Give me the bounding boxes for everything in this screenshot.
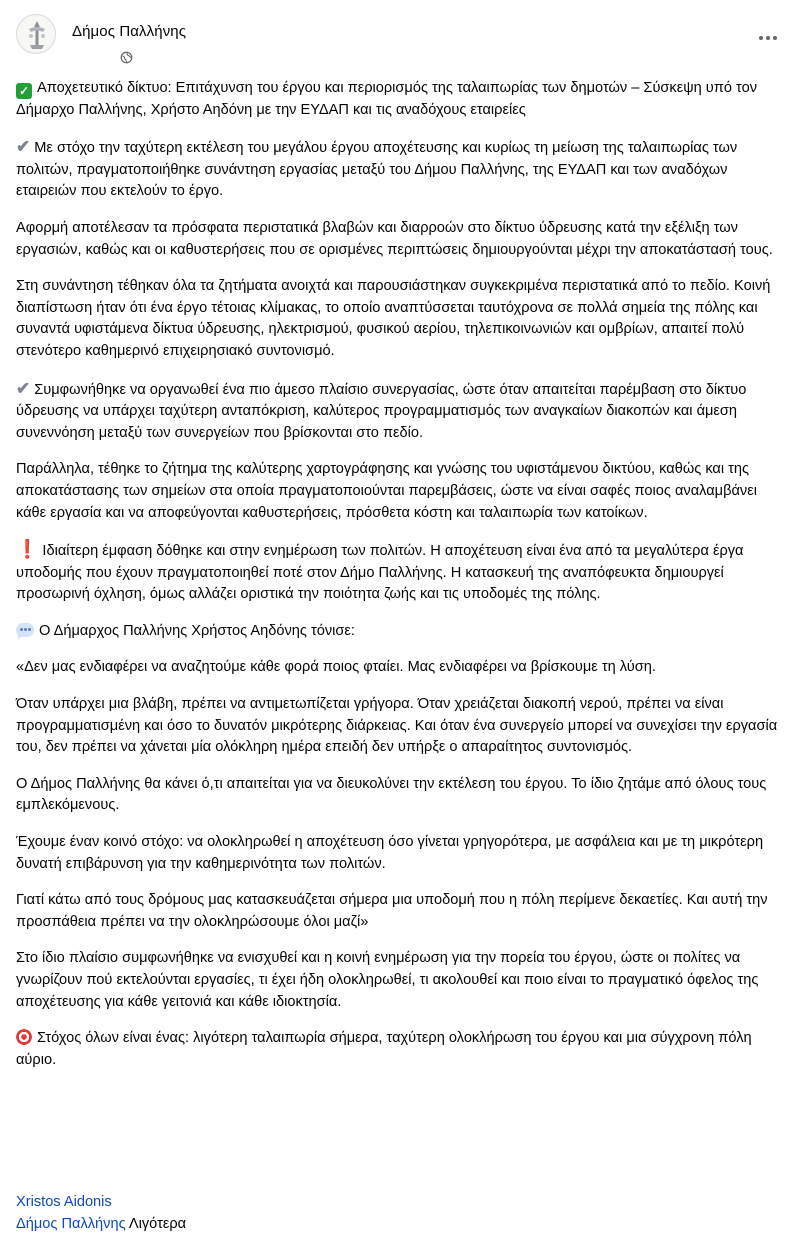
- paragraph: [16, 890, 788, 933]
- paragraph: [16, 459, 788, 524]
- paragraph-text: Αποχετευτικό δίκτυο: Επιτάχυνση του έργου και περιορισμός της ταλαιπωρίας των δημοτών – Σύσκεψη υπό τον Δήμαρχο Παλλήνης, Χρήστο Αηδόνη με την ΕΥΔΑΠ και τις αναδόχους εταιρείες: [16, 80, 758, 118]
- tag-row: [16, 1214, 186, 1236]
- paragraph: [16, 78, 788, 121]
- target-icon: [16, 1029, 32, 1045]
- avatar[interactable]: [16, 14, 56, 54]
- paragraph-text: Έχουμε έναν κοινό στόχο: να ολοκληρωθεί η αποχέτευση όσο γίνεται γρηγορότερα, με ασφάλεια και με τη μικρότερη δυνατή επιβάρυνση για την καθημερινότητα των πολιτών.: [16, 834, 764, 872]
- post-header: [16, 14, 784, 64]
- paragraph: [16, 218, 788, 261]
- paragraph: [16, 694, 788, 759]
- paragraph: [16, 136, 788, 203]
- paragraph-text: Στη συνάντηση τέθηκαν όλα τα ζητήματα ανοιχτά και παρουσιάστηκαν συγκεκριμένα περιστατικά από το πεδίο. Κοινή διαπίστωση ήταν ότι ένα έργο τέτοιας κλίμακας, το οποίο αναπτύσσεται ταυτόχρονα σε πολλά σημεία της πόλης και συναντά υφιστάμενα δίκτυα ύδρευσης, ηλεκτρισμού, φυσικού αερίου, τηλεπικοινωνιών και ομβρίων, απαιτεί πολύ στενότερο καθημερινό επιχειρησιακό συντονισμό.: [16, 278, 771, 359]
- paragraph: [16, 657, 788, 679]
- paragraph-text: Όταν υπάρχει μια βλάβη, πρέπει να αντιμετωπίζεται γρήγορα. Όταν χρειάζεται διακοπή νερού, πρέπει να είναι προγραμματισμένη και όσο το δυνατόν μικρότερης διάρκειας. Και όταν ένα συνεργείο μπορεί να συνεχίσει την εργασία του, δεν πρέπει να χάνεται μία ολόκληρη ημέρα επειδή δεν υπήρξε ο απαραίτητος συντονισμός.: [16, 696, 778, 756]
- municipality-emblem-icon: [17, 15, 56, 54]
- paragraph-text: Στο ίδιο πλαίσιο συμφωνήθηκε να ενισχυθεί και η κοινή ενημέρωση για την πορεία του έργου, ώστε οι πολίτες να γνωρίζουν πού εκτελούνται εργασίες, τι έχει ήδη ολοκληρωθεί, τι ακολουθεί και ποιο είναι το πραγματικό όφελος της αποχέτευσης για κάθε γειτονιά και κάθε ιδιοκτησία.: [16, 950, 759, 1010]
- paragraph-text: Γιατί κάτω από τους δρόμους μας κατασκευάζεται σήμερα μια υποδομή που η πόλη περίμενε δεκαετίες. Και αυτή την προσπάθεια πρέπει να την ολοκληρώσουμε όλοι μαζί»: [16, 892, 768, 930]
- post-body: [16, 78, 788, 1086]
- paragraph: [16, 621, 788, 643]
- paragraph: [16, 276, 788, 362]
- more-dot: [773, 36, 777, 40]
- more-dot: [759, 36, 763, 40]
- paragraph-text: Συμφωνήθηκε να οργανωθεί ένα πιο άμεσο πλαίσιο συνεργασίας, ώστε όταν απαιτείται παρέμβαση στο δίκτυο ύδρευσης να υπάρχει ταχύτερη ανταπόκριση, καλύτερος προγραμματισμός των αναγκαίων διακοπών και άμεση συνεννόηση μεταξύ των συνεργείων που βρίσκονται στο πεδίο.: [16, 381, 747, 441]
- paragraph-text: Παράλληλα, τέθηκε το ζήτημα της καλύτερης χαρτογράφησης και γνώσης του υφιστάμενου δικτύου, καθώς και της αποκατάστασης των σημείων στα οποία πραγματοποιούνται παρεμβάσεις, ώστε να είναι σαφές ποιος αναλαμβάνει κάθε εργασία και να αποφεύγονται καθυστερήσεις, πρόσθετα κόστη και ταλαιπωρία των κατοίκων.: [16, 461, 757, 521]
- page-name-link[interactable]: Δήμος Παλλήνης: [72, 23, 187, 40]
- paragraph: [16, 539, 788, 606]
- paragraph-text: «Δεν μας ενδιαφέρει να αναζητούμε κάθε φορά ποιος φταίει. Μας ενδιαφέρει να βρίσκουμε τη λύση.: [16, 659, 656, 676]
- heavy-check-icon: ✔: [16, 378, 31, 398]
- paragraph: [16, 948, 788, 1013]
- paragraph-text: Ο Δήμαρχος Παλλήνης Χρήστος Αηδόνης τόνισε:: [39, 622, 355, 639]
- paragraph-text: Ιδιαίτερη έμφαση δόθηκε και στην ενημέρωση των πολιτών. Η αποχέτευση είναι ένα από τα μεγαλύτερα έργα υποδομής που έχουν πραγματοποιηθεί ποτέ στον Δήμο Παλλήνης. Η κατασκευή της αναπόφευκτα δημιουργεί προσωρινή όχληση, όμως αλλάζει οριστικά την ποιότητα ζωής και τις υποδομές της πόλης.: [16, 543, 744, 603]
- check-box-icon: ✓: [16, 83, 32, 99]
- speech-bubble-icon: [16, 623, 34, 637]
- paragraph: [16, 774, 788, 817]
- paragraph-text: Ο Δήμος Παλλήνης θα κάνει ό,τι απαιτείται για να διευκολύνει την εκτέλεση του έργου. Το ίδιο ζητάμε από όλους τους εμπλεκόμενους.: [16, 775, 767, 814]
- exclamation-icon: ❗: [16, 539, 39, 560]
- person-tag-link[interactable]: Xristos Aidonis: [16, 1194, 112, 1210]
- more-dot: [766, 36, 770, 40]
- post-tags: [16, 1192, 186, 1235]
- heavy-check-icon: ✔: [16, 137, 31, 157]
- paragraph-text: Με στόχο την ταχύτερη εκτέλεση του μεγάλου έργου αποχέτευσης και κυρίως τη μείωση της ταλαιπωρίας των πολιτών, πραγματοποιήθηκε συνάντηση εργασίας μεταξύ του Δήμου Παλλήνης, της ΕΥΔΑΠ και των αναδόχων εταιρειών που εκτελούν το έργο.: [16, 140, 738, 200]
- paragraph: [16, 832, 788, 875]
- more-options-button[interactable]: [754, 28, 782, 48]
- see-less-button[interactable]: Λιγότερα: [128, 1215, 187, 1232]
- page-tag-link[interactable]: Δήμος Παλλήνης: [16, 1215, 126, 1232]
- paragraph-text: Αφορμή αποτέλεσαν τα πρόσφατα περιστατικά βλαβών και διαρροών στο δίκτυο ύδρευσης κατά την εξέλιξη των εργασιών, καθώς και οι καθυστερήσεις που σε ορισμένες περιπτώσεις δημιουργούνται μέχρι την αποκατάστασή τους.: [16, 219, 773, 258]
- paragraph-text: Στόχος όλων είναι ένας: λιγότερη ταλαιπωρία σήμερα, ταχύτερη ολοκλήρωση του έργου και μια σύγχρονη πόλη αύριο.: [16, 1030, 752, 1068]
- paragraph: [16, 1028, 788, 1071]
- paragraph: [16, 378, 788, 445]
- tag-row: [16, 1192, 186, 1214]
- globe-icon[interactable]: [120, 51, 133, 64]
